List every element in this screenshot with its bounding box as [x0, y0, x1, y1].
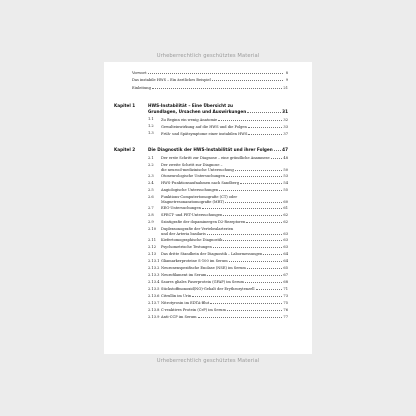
toc-entry-title: Zu Beginn ein wenig Anatomie [161, 117, 218, 122]
section-number: 2.1 [148, 155, 154, 160]
section-number: 2.9 [148, 219, 154, 224]
section-number: 1.2 [148, 124, 154, 128]
chapter-title-row[interactable] [148, 147, 288, 153]
toc-entry-title: Das instabile HWS – Ein ärztliches Beispiel [132, 78, 211, 83]
toc-entry-page: 64 [283, 259, 288, 264]
section-number: 2.7 [148, 205, 154, 210]
dot-leader [152, 85, 283, 89]
toc-entry-page: 77 [283, 315, 288, 320]
section-number: 2.13 [148, 251, 157, 256]
toc-section-entry[interactable] [161, 266, 288, 272]
dot-leader [240, 181, 282, 185]
section-number: 2.10 [148, 226, 157, 231]
toc-entry-page: 33 [283, 124, 288, 129]
section-number: 2.13.4 [148, 279, 160, 284]
chapter-label: Kapitel 1 [114, 103, 136, 108]
toc-entry-page: 37 [283, 131, 288, 136]
toc-entry-page: 47 [282, 147, 288, 152]
toc-entry-title: Neuronenspezifische Enolase (NSE) im Serum [161, 266, 246, 271]
toc-section-entry[interactable] [161, 280, 288, 286]
toc-entry-title: Citrullin im Urin [161, 294, 192, 299]
toc-entry-title: Gliamarkerproteine S-100 im Serum [161, 259, 228, 264]
dot-leader [248, 124, 283, 128]
toc-entry-page: 60 [283, 199, 288, 204]
dot-leader [202, 206, 283, 210]
toc-entry-page: 63 [283, 238, 288, 243]
toc-entry-title: Magnetresonanztomografie (MRT) [161, 199, 225, 204]
toc-section-entry[interactable] [161, 252, 288, 258]
toc-entry-page: 32 [283, 117, 288, 122]
toc-entry-title-line1: Der zweite Schritt zur Diagnose – [161, 162, 223, 167]
toc-entry-title: Otoneurologische Untersuchungen [161, 174, 225, 179]
toc-entry-page: 21 [283, 85, 288, 90]
dot-leader [207, 273, 282, 277]
dot-leader [235, 167, 283, 171]
dot-leader [256, 287, 283, 291]
toc-entry-title-line1: Duplexsonografie der Vertebralarterien [161, 226, 234, 231]
toc-entry-page: 54 [283, 181, 288, 186]
section-number: 2.12 [148, 244, 157, 249]
toc-entry-title: und der Arteria basilaris [161, 231, 206, 236]
toc-entry-page: 68 [283, 280, 288, 285]
toc-entry-page: 63 [283, 231, 288, 236]
dot-leader [271, 156, 283, 160]
toc-entry-title: Stickstoffmonoxid(NO)-Gehalt der Erythrozytenzell [161, 287, 255, 292]
section-number: 2.5 [148, 187, 154, 192]
dot-leader [274, 147, 281, 151]
toc-entry-title: Anti-CCP im Serum [161, 315, 197, 320]
toc-section-entry[interactable] [161, 259, 288, 265]
toc-entry-title: C-reaktives Protein (CrP) im Serum [161, 308, 226, 313]
section-number: 2.4 [148, 180, 154, 185]
section-number: 2.8 [148, 212, 154, 217]
toc-entry-page: 8 [285, 70, 288, 75]
toc-entry-title: SPECT- und PET-Untersuchungen [161, 213, 223, 218]
section-number: 2.13.7 [148, 300, 160, 305]
toc-section-entry[interactable] [161, 301, 288, 307]
toc-entry-title: HWS-Funktionsaufnahmen nach Sandberg [161, 181, 239, 186]
section-number: 2.13.9 [148, 314, 160, 319]
section-number: 2.13.3 [148, 272, 160, 277]
toc-entry-title: Gewalteinwirkung auf die HWS und die Folgen [161, 124, 247, 129]
dot-leader [148, 70, 283, 74]
toc-section-entry[interactable] [161, 174, 288, 180]
toc-section-entry[interactable] [161, 287, 288, 293]
section-number: 2.2 [148, 162, 154, 167]
dot-leader [213, 245, 283, 249]
toc-entry-page: 9 [285, 78, 288, 83]
toc-section-entry[interactable] [161, 294, 288, 300]
toc-section-entry[interactable] [161, 167, 288, 173]
toc-section-entry[interactable] [161, 220, 288, 226]
toc-entry-title: Psychometrische Testungen [161, 245, 212, 250]
dot-leader [225, 199, 282, 203]
watermark-bottom: Urheberrechtlich geschütztes Material [156, 358, 260, 364]
toc-entry-title: die neurool-medizinische Untersuchung [161, 167, 234, 172]
dot-leader [227, 308, 283, 312]
dot-leader [248, 131, 282, 135]
dot-leader [223, 238, 282, 242]
toc-section-entry[interactable] [161, 117, 288, 123]
chapter-title-row[interactable] [148, 109, 288, 115]
toc-section-entry[interactable] [161, 273, 288, 279]
toc-entry-page: 48 [283, 156, 288, 161]
toc-entry-page: 76 [283, 308, 288, 313]
dot-leader [210, 301, 282, 305]
toc-entry-title: Szintigrafie der dopaminergen D2-Rezeptoren [161, 220, 246, 225]
dot-leader [223, 213, 282, 217]
dot-leader [247, 266, 283, 270]
toc-entry-page: 71 [283, 287, 288, 292]
toc-entry-page: 65 [283, 266, 288, 271]
dot-leader [198, 315, 283, 319]
toc-front-entry[interactable] [132, 70, 288, 76]
section-number: 2.3 [148, 173, 154, 178]
toc-entry-title: Der erste Schritt zur Diagnose – eine gründliche Anamnese [161, 156, 270, 161]
section-number: 2.13.1 [148, 258, 160, 263]
toc-entry-title: Kiefertomographische Diagnostik [161, 238, 223, 243]
dot-leader [212, 78, 283, 82]
section-number: 1.3 [148, 131, 154, 135]
toc-section-entry[interactable] [161, 181, 288, 187]
toc-entry-title: Saures gliales Faserprotein (GFAP) im Serum [161, 280, 244, 285]
toc-section-entry[interactable] [161, 206, 288, 212]
toc-entry-page: 67 [283, 273, 288, 278]
toc-entry-page: 62 [283, 213, 288, 218]
toc-section-entry[interactable] [161, 124, 288, 130]
toc-section-entry[interactable] [161, 213, 288, 219]
dot-leader [246, 220, 282, 224]
dot-leader [207, 231, 283, 235]
dot-leader [226, 174, 283, 178]
toc-section-entry[interactable] [161, 131, 288, 137]
toc-entry-page: 64 [283, 252, 288, 257]
dot-leader [245, 280, 282, 284]
dot-leader [192, 294, 282, 298]
dot-leader [263, 252, 282, 256]
toc-front-entry[interactable] [132, 85, 288, 91]
section-number: 1.1 [148, 117, 154, 121]
dot-leader [219, 188, 282, 192]
toc-entry-page: 55 [283, 188, 288, 193]
toc-section-entry[interactable] [161, 199, 288, 205]
toc-entry-title-line1: Funktions-Computertomografie (CT) oder [161, 194, 238, 199]
toc-entry-title: Das dritte Standbein der Diagnostik – Labormessungen [161, 252, 263, 257]
toc-entry-page: 75 [283, 301, 288, 306]
section-number: 2.11 [148, 237, 157, 242]
section-number: 2.13.2 [148, 265, 160, 270]
toc-entry-title: Grundlagen, Ursachen und Auswirkungen [148, 108, 247, 114]
toc-entry-title: Einleitung [132, 85, 151, 90]
toc-entry-page: 31 [282, 108, 288, 114]
dot-leader [218, 117, 282, 121]
chapter-title: HWS-Instabilität – Eine Übersicht zu [148, 103, 234, 108]
watermark-top: Urheberrechtlich geschütztes Material [156, 53, 260, 59]
toc-section-entry[interactable] [161, 231, 288, 237]
toc-entry-title: Vorwort [132, 70, 147, 75]
section-number: 2.6 [148, 194, 154, 199]
toc-entry-page: 53 [283, 174, 288, 179]
toc-entry-page: 63 [283, 245, 288, 250]
toc-section-entry[interactable] [161, 238, 288, 244]
toc-entry-page: 73 [283, 294, 288, 299]
chapter-label: Kapitel 2 [114, 147, 136, 152]
toc-entry-page: 61 [283, 206, 288, 211]
section-number: 2.13.5 [148, 286, 160, 291]
section-number: 2.13.6 [148, 293, 160, 298]
toc-section-entry[interactable] [161, 315, 288, 321]
toc-page [104, 62, 312, 354]
dot-leader [229, 259, 283, 263]
dot-leader [247, 109, 281, 113]
toc-section-entry[interactable] [161, 188, 288, 194]
section-number: 2.13.8 [148, 307, 160, 312]
toc-entry-title: Neurofilament im Serum [161, 273, 207, 278]
toc-section-entry[interactable] [161, 308, 288, 314]
toc-section-entry[interactable] [161, 156, 288, 162]
toc-entry-page: 50 [283, 167, 288, 172]
toc-entry-title: Früh- und Spätsymptome einer instabilen HWS [161, 131, 248, 136]
toc-front-entry[interactable] [132, 78, 288, 84]
toc-entry-title: EEG-Untersuchungen [161, 206, 201, 211]
toc-entry-title: Angiologische Untersuchungen [161, 188, 219, 193]
toc-entry-title: Die Diagnostik der HWS-Instabilität und ihrer Folgen [148, 147, 273, 152]
toc-entry-page: 62 [283, 220, 288, 225]
toc-section-entry[interactable] [161, 245, 288, 251]
toc-entry-title: Nitrotyrosin im EDTA-Blut [161, 301, 210, 306]
